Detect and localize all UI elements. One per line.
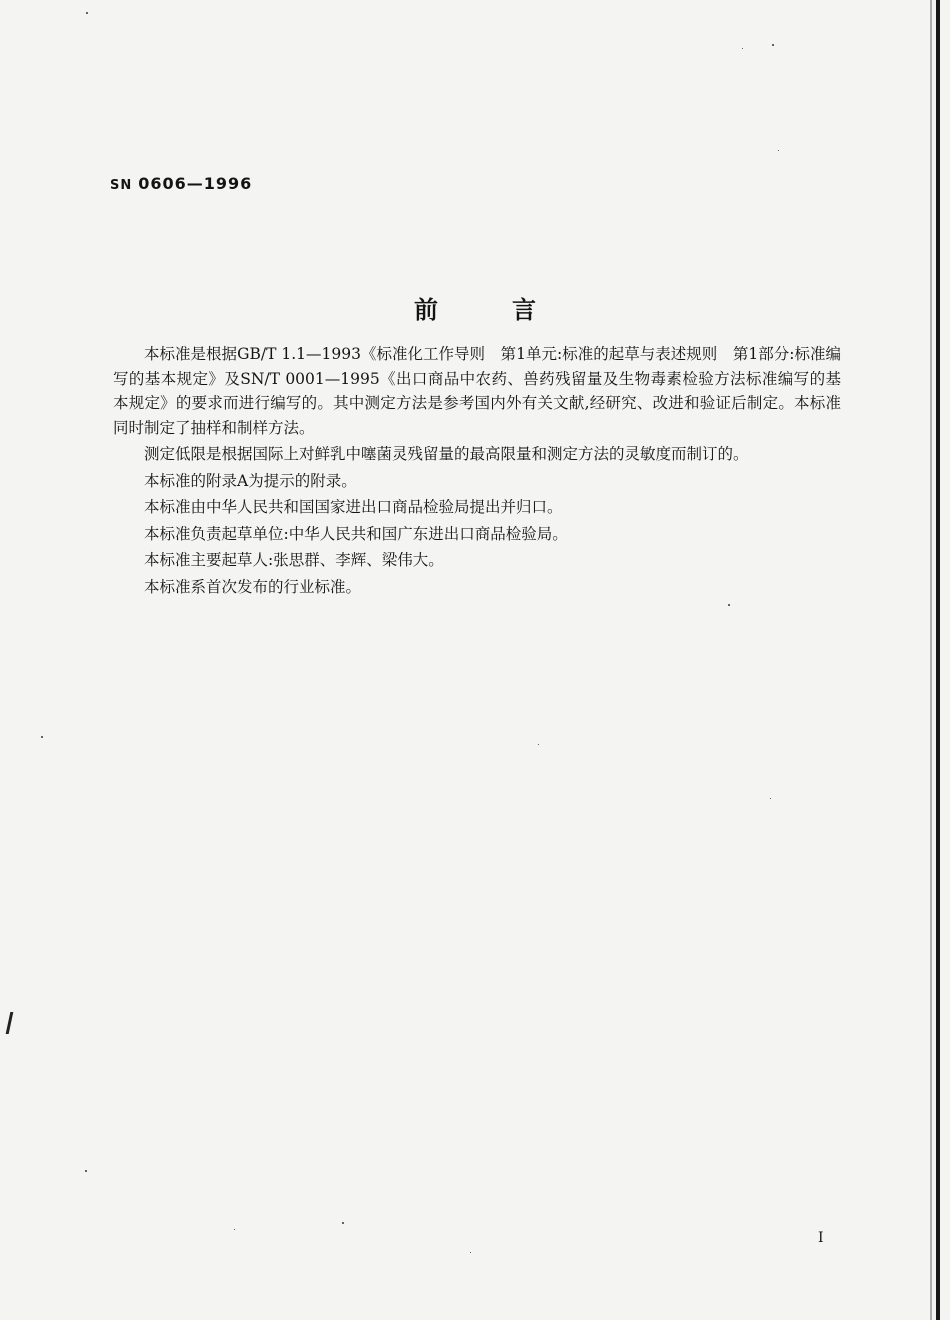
scan-speck — [85, 1170, 87, 1172]
scan-speck — [728, 604, 730, 606]
scan-speck — [742, 48, 743, 49]
paragraph: 本标准主要起草人:张思群、李辉、梁伟大。 — [144, 551, 444, 569]
standard-prefix: SN — [110, 178, 133, 193]
standard-number: 0606—1996 — [138, 174, 253, 193]
paragraph: 本标准是根据GB/T 1.1—1993《标准化工作导则 第1单元:标准的起草与表述规则 第1部分:标准编写的基本规定》及SN/T 0001—1995《出口商品中农药、兽药残留量及生物毒素检验方法标准编写的基本规定》的要求而进行编写的。其中测定方法是参考国内外有关文献,经研究、改进和验证后制定。本标准同时制定了抽样和制样方法。 — [113, 345, 841, 437]
paragraph: 测定低限是根据国际上对鲜乳中噻菌灵残留量的最高限量和测定方法的灵敏度而制订的。 — [144, 445, 749, 463]
scan-speck — [342, 1222, 344, 1224]
scan-speck — [86, 12, 88, 14]
scan-margin-mark — [6, 1012, 14, 1034]
paragraph: 本标准系首次发布的行业标准。 — [144, 577, 362, 596]
page-number: I — [818, 1230, 824, 1246]
paragraph: 本标准的附录A为提示的附录。 — [144, 471, 357, 490]
scan-speck — [41, 736, 43, 738]
scan-edge — [936, 0, 940, 1320]
foreword-body — [113, 342, 841, 601]
scan-speck — [470, 1252, 471, 1253]
scan-speck — [234, 1229, 235, 1230]
standard-code — [110, 174, 252, 193]
scan-speck — [772, 44, 774, 46]
paragraph: 本标准由中华人民共和国国家进出口商品检验局提出并归口。 — [144, 498, 563, 516]
scan-edge-shadow — [930, 0, 932, 1320]
scan-speck — [778, 150, 779, 151]
scan-speck — [538, 744, 539, 745]
paragraph: 本标准负责起草单位:中华人民共和国广东进出口商品检验局。 — [144, 524, 568, 543]
page-title: 前言 — [414, 296, 610, 324]
scan-speck — [770, 798, 771, 799]
